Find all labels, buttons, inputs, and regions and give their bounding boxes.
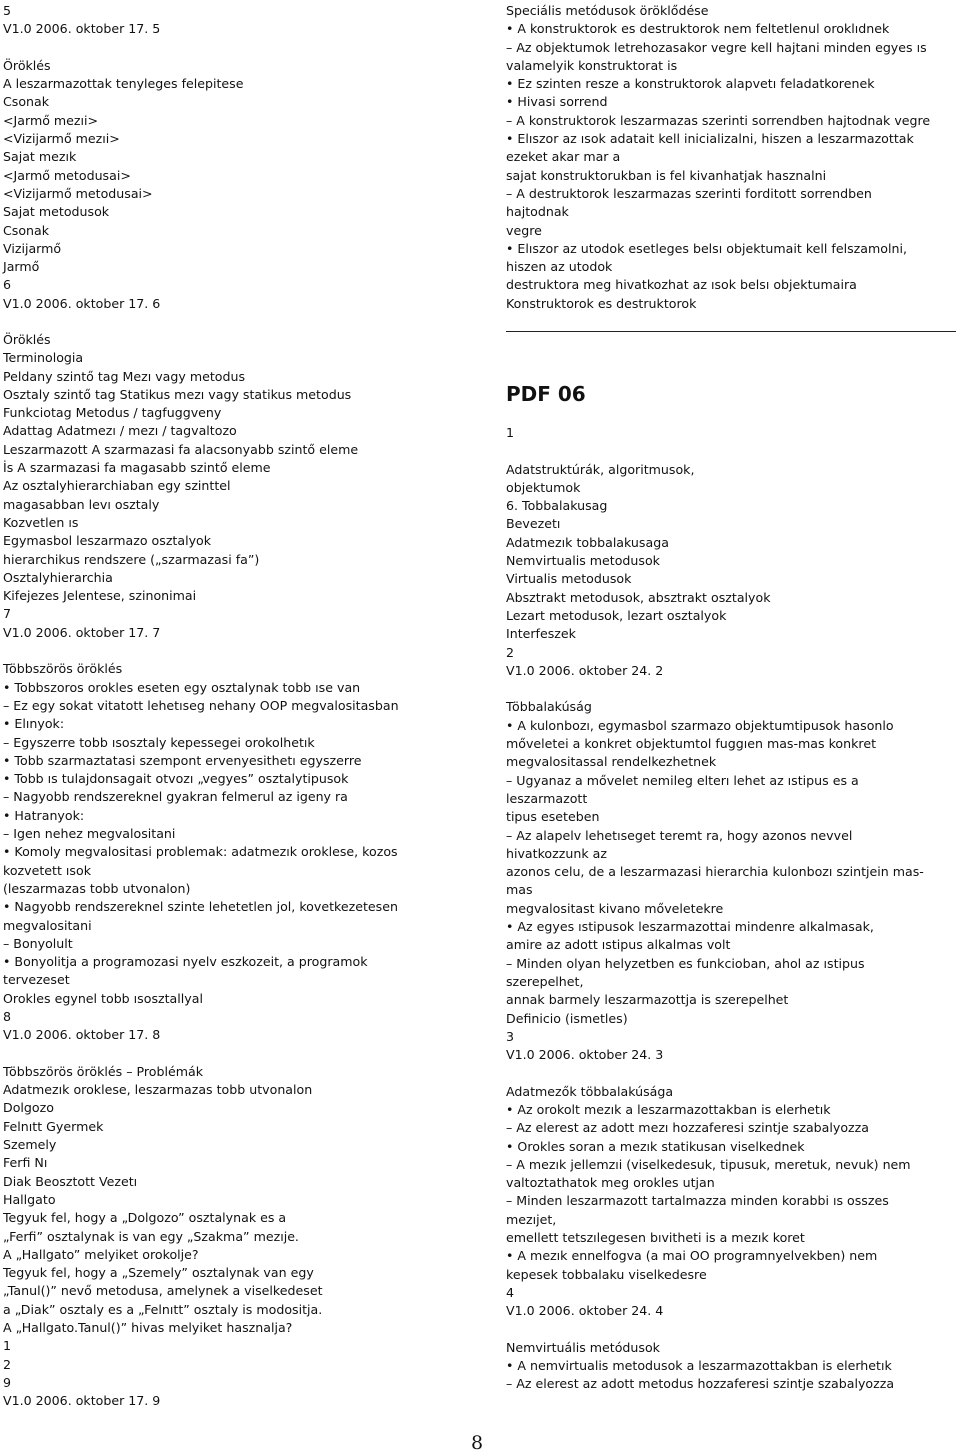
text-line: Egymasbol leszarmazo osztalyok xyxy=(3,533,212,549)
pdf-title: PDF 06 xyxy=(506,382,586,406)
text-line: Terminologia xyxy=(3,350,84,366)
text-line: Peldany szintő tag Mezı vagy metodus xyxy=(3,368,246,384)
text-line: • Nagyobb rendszereknel szinte lehetetlen jol, kovetkezetesen xyxy=(3,899,398,915)
text-line: – A mezık jellemzıi (viselkedesuk, tipusuk, meretuk, nevuk) nem xyxy=(506,1156,911,1172)
text-line: „Ferfi” osztalynak is van egy „Szakma” mezıje. xyxy=(3,1228,299,1244)
text-line: tipus eseteben xyxy=(506,809,600,825)
text-line: • Hivasi sorrend xyxy=(506,94,608,110)
text-line: 5 xyxy=(3,3,12,18)
text-line: Sajat metodusok xyxy=(3,204,110,220)
left-top-column xyxy=(3,2,463,313)
text-line: Osztaly szintő tag Statikus mezı vagy statikus metodus xyxy=(3,386,352,402)
text-line: mas xyxy=(506,882,533,898)
text-line: 7 xyxy=(3,606,12,622)
text-line: V1.0 2006. oktober 17. 7 xyxy=(3,624,161,640)
text-line: – Az objektumok letrehozasakor vegre kell hajtani minden egyes ıs xyxy=(506,39,927,55)
text-line: – Ez egy sokat vitatott lehetıseg nehany OOP megvalositasban xyxy=(3,697,399,713)
text-line: 4 xyxy=(506,1284,515,1300)
text-line: V1.0 2006. oktober 24. 4 xyxy=(506,1303,664,1319)
text-line: megvalositani xyxy=(3,917,92,933)
divider-rule xyxy=(506,331,956,332)
text-line: V1.0 2006. oktober 17. 9 xyxy=(3,1393,161,1409)
text-line: A „Hallgato” melyiket orokolje? xyxy=(3,1246,199,1262)
text-line: <Vizijarmő mezıi> xyxy=(3,131,120,147)
text-line: <Jarmő metodusai> xyxy=(3,167,131,183)
text-line: 2 xyxy=(506,644,515,660)
text-line: Adatmezık oroklese, leszarmazas tobb utvonalon xyxy=(3,1082,313,1098)
text-line: • Tobbszoros orokles eseten egy osztalynak tobb ıse van xyxy=(3,679,361,695)
text-line: Adatmezık tobbalakusaga xyxy=(506,534,669,550)
text-line: • Komoly megvalositasi problemak: adatmezık oroklese, kozos xyxy=(3,844,398,860)
text-line: • Bonyolitja a programozasi nyelv eszkozeit, a programok xyxy=(3,954,368,970)
text-line: • Orokles soran a mezık statikusan viselkednek xyxy=(506,1138,805,1154)
text-line: Konstruktorok es destruktorok xyxy=(506,295,697,311)
text-line: Többszörös öröklés – Problémák xyxy=(3,1063,203,1079)
text-line: szerepelhet, xyxy=(506,973,584,989)
text-line: – Egyszerre tobb ısosztaly kepessegei orokolhetık xyxy=(3,734,315,750)
text-line: A leszarmazottak tenyleges felepitese xyxy=(3,76,244,92)
text-line: annak barmely leszarmazottja is szerepelhet xyxy=(506,992,789,1008)
text-line: hiszen az utodok xyxy=(506,259,613,275)
text-line: Többalakúság xyxy=(506,699,592,715)
text-line: • Tobb ıs tulajdonsagait otvozı „vegyes” osztalytipusok xyxy=(3,771,349,787)
text-line: – Igen nehez megvalositani xyxy=(3,826,176,842)
text-line: – Bonyolult xyxy=(3,935,73,951)
text-line: Dolgozo xyxy=(3,1100,54,1116)
text-line: kepesek tobbalaku viselkedesre xyxy=(506,1266,707,1282)
text-line: Bevezetı xyxy=(506,516,561,532)
text-line: hajtodnak xyxy=(506,204,569,220)
text-line: Az osztalyhierarchiaban egy szinttel xyxy=(3,478,231,494)
text-line: vegre xyxy=(506,222,542,238)
text-line: leszarmazott xyxy=(506,790,588,806)
text-line: a „Diak” osztaly es a „Felnıtt” osztaly is modositja. xyxy=(3,1301,323,1317)
text-line: megvalositast kivano mőveletekre xyxy=(506,900,724,916)
text-line: Funkciotag Metodus / tagfuggveny xyxy=(3,405,222,421)
text-line: V1.0 2006. oktober 24. 2 xyxy=(506,662,664,678)
page-number: 8 xyxy=(471,1432,484,1454)
text-line: Absztrakt metodusok, absztrakt osztalyok xyxy=(506,589,771,605)
text-line: V1.0 2006. oktober 24. 3 xyxy=(506,1047,664,1063)
text-line: 6. Tobbalakusag xyxy=(506,498,608,514)
text-line: Ferfi Nı xyxy=(3,1155,48,1171)
text-line: Adatstruktúrák, algoritmusok, xyxy=(506,461,695,477)
text-line: Diak Beosztott Vezetı xyxy=(3,1173,138,1189)
blank-line xyxy=(3,39,463,57)
text-line: Szemely xyxy=(3,1137,57,1153)
text-line: Adattag Adatmezı / mezı / tagvaltozo xyxy=(3,423,237,439)
text-line: – A destruktorok leszarmazas szerinti forditott sorrendben xyxy=(506,185,872,201)
left-main-column xyxy=(3,331,463,1411)
text-line: Virtualis metodusok xyxy=(506,571,632,587)
text-line: Többszörös öröklés xyxy=(3,661,123,677)
text-line: • Tobb szarmaztatasi szempont ervenyesithetı egyszerre xyxy=(3,752,362,768)
text-line: (leszarmazas tobb utvonalon) xyxy=(3,880,191,896)
text-line: ezeket akar mar a xyxy=(506,149,621,165)
text-line: – Minden olyan helyzetben es funkcioban, ahol az ıstipus xyxy=(506,955,865,971)
text-line: emellett tetszılegesen bıvitheti is a mezık koret xyxy=(506,1230,805,1246)
text-line: magasabban levı osztaly xyxy=(3,496,160,512)
text-line: • A konstruktorok es destruktorok nem feltetlenul oroklıdnek xyxy=(506,21,890,37)
text-line: – Minden leszarmazott tartalmazza minden korabbi ıs osszes xyxy=(506,1193,889,1209)
text-line: mezıjet, xyxy=(506,1211,557,1227)
text-line: – Az elerest az adott mezı hozzaferesi szintje szabalyozza xyxy=(506,1120,869,1136)
text-line: • Az egyes ıstipusok leszarmazottai mindenre alkalmasak, xyxy=(506,919,874,935)
text-line: • Elınyok: xyxy=(3,716,65,732)
text-line: Öröklés xyxy=(3,57,51,73)
text-line: A „Hallgato.Tanul()” hivas melyiket hasznalja? xyxy=(3,1320,293,1336)
text-line: mőveletei a konkret objektumtol fuggıen mas-mas konkret xyxy=(506,736,877,752)
text-line: hierarchikus rendszere („szarmazasi fa”) xyxy=(3,551,260,567)
text-line: 9 xyxy=(3,1374,12,1390)
text-line: destruktora meg hivatkozhat az ısok belsı objektumaira xyxy=(506,277,857,293)
text-line: Vizijarmő xyxy=(3,240,62,256)
text-line: kozvetett ısok xyxy=(3,862,91,878)
text-line: tervezeset xyxy=(3,972,70,988)
text-line: • Elıszor az utodok esetleges belsı objektumait kell felszamolni, xyxy=(506,240,907,256)
text-line: Adatmezők többalakúsága xyxy=(506,1083,674,1099)
text-line: Hallgato xyxy=(3,1191,56,1207)
text-line: Tegyuk fel, hogy a „Szemely” osztalynak van egy xyxy=(3,1265,314,1281)
text-line: azonos celu, de a leszarmazasi hierarchia kulonbozı szintjein mas- xyxy=(506,864,924,880)
right-top-column xyxy=(506,2,956,313)
text-line: • Hatranyok: xyxy=(3,807,85,823)
text-line: Osztalyhierarchia xyxy=(3,569,113,585)
text-line: hivatkozzunk az xyxy=(506,845,607,861)
text-line: valamelyik konstruktorat is xyxy=(506,57,678,73)
text-line: • A kulonbozı, egymasbol szarmazo objektumtipusok hasonlo xyxy=(506,717,894,733)
text-line: • Az orokolt mezık a leszarmazottakban is elerhetık xyxy=(506,1101,831,1117)
text-line: • A nemvirtualis metodusok a leszarmazottakban is elerhetık xyxy=(506,1358,892,1374)
text-line: Jarmő xyxy=(3,259,40,275)
text-line: <Vizijarmő metodusai> xyxy=(3,185,153,201)
text-line: amire az adott ıstipus alkalmas volt xyxy=(506,937,731,953)
text-line: Kozvetlen ıs xyxy=(3,514,79,530)
text-line: sajat konstruktorukban is fel kivanhatjak hasznalni xyxy=(506,167,827,183)
text-line: 3 xyxy=(506,1028,515,1044)
text-line: V1.0 2006. oktober 17. 5 xyxy=(3,21,161,37)
text-line: Felnıtt Gyermek xyxy=(3,1118,104,1134)
text-line: – Az alapelv lehetıseget teremt ra, hogy azonos nevvel xyxy=(506,827,853,843)
text-line: Nemvirtuális metódusok xyxy=(506,1339,660,1355)
text-line: „Tanul()” nevő metodusa, amelynek a viselkedeset xyxy=(3,1283,323,1299)
text-line: Öröklés xyxy=(3,332,51,347)
text-line: Speciális metódusok öröklődése xyxy=(506,3,709,18)
text-line: – Nagyobb rendszereknel gyakran felmerul az igeny ra xyxy=(3,789,348,805)
text-line: – A konstruktorok leszarmazas szerinti sorrendben hajtodnak vegre xyxy=(506,112,931,128)
text-line: • Ez szinten resze a konstruktorok alapvetı feladatkorenek xyxy=(506,76,875,92)
text-line: Tegyuk fel, hogy a „Dolgozo” osztalynak es a xyxy=(3,1210,287,1226)
text-line: – Ugyanaz a mővelet nemileg elterı lehet az ıstipus es a xyxy=(506,772,859,788)
text-line: V1.0 2006. oktober 17. 8 xyxy=(3,1027,161,1043)
right-main-column xyxy=(506,380,956,1394)
text-line: Csonak xyxy=(3,222,50,238)
text-line: 8 xyxy=(3,1008,12,1024)
text-line: • A mezık ennelfogva (a mai OO programnyelvekben) nem xyxy=(506,1248,878,1264)
text-line: 1 xyxy=(3,1338,12,1354)
blank-line xyxy=(3,642,463,660)
text-line: Lezart metodusok, lezart osztalyok xyxy=(506,607,727,623)
text-line: • Elıszor az ısok adatait kell inicializalni, hiszen a leszarmazottak xyxy=(506,131,914,147)
text-line: Kifejezes Jelentese, szinonimai xyxy=(3,588,197,604)
text-line: Leszarmazott A szarmazasi fa alacsonyabb szintő eleme xyxy=(3,441,359,457)
text-line: Orokles egynel tobb ısosztallyal xyxy=(3,990,203,1006)
text-line: 1 xyxy=(506,425,515,440)
text-line: İs A szarmazasi fa magasabb szintő eleme xyxy=(3,460,271,476)
text-line: Interfeszek xyxy=(506,626,576,642)
text-line: Csonak xyxy=(3,94,50,110)
blank-line xyxy=(3,1045,463,1063)
blank-line xyxy=(506,680,956,698)
text-line: valtoztathatok meg orokles utjan xyxy=(506,1175,715,1191)
blank-line xyxy=(506,442,956,460)
text-line: Nemvirtualis metodusok xyxy=(506,553,660,569)
blank-line xyxy=(506,1321,956,1339)
text-line: <Jarmő mezıi> xyxy=(3,112,99,128)
text-line: Sajat mezık xyxy=(3,149,77,165)
blank-line xyxy=(506,1064,956,1082)
text-line: 2 xyxy=(3,1356,12,1372)
text-line: megvalositassal rendelkezhetnek xyxy=(506,754,717,770)
text-line: 6 xyxy=(3,277,12,293)
text-line: Definicio (ismetles) xyxy=(506,1010,628,1026)
text-line: V1.0 2006. oktober 17. 6 xyxy=(3,295,161,311)
text-line: objektumok xyxy=(506,479,581,495)
text-line: – Az elerest az adott metodus hozzaferesi szintje szabalyozza xyxy=(506,1376,895,1392)
